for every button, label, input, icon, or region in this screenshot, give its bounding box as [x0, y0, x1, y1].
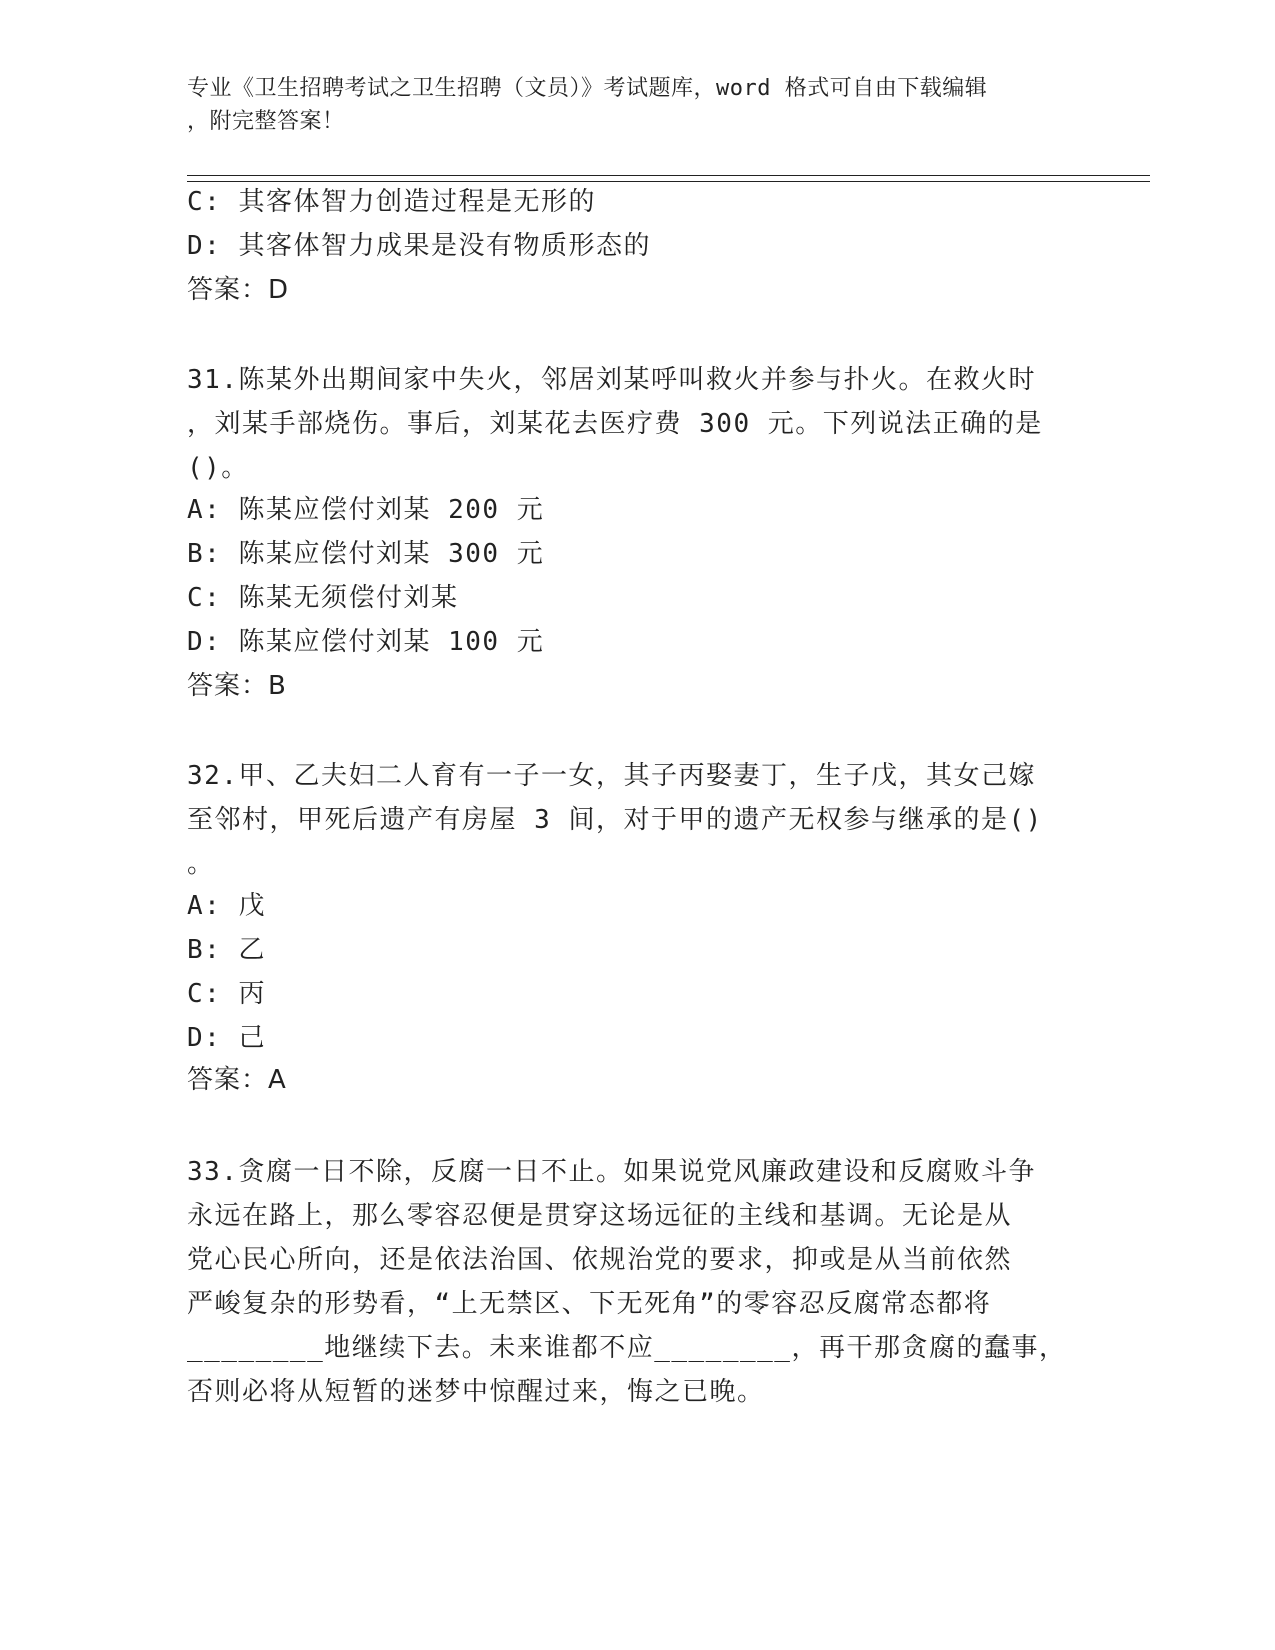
question-stem-line: 32.甲、乙夫妇二人育有一子一女，其子丙娶妻丁，生子戊，其女己嫁: [187, 761, 1036, 791]
answer-label: 答案：B: [187, 671, 287, 701]
header-line-2: ，附完整答案！: [187, 109, 345, 134]
page-header: [187, 72, 1087, 138]
question-stem-line: 。: [187, 849, 215, 879]
option-d: D: 其客体智力成果是没有物质形态的: [187, 231, 651, 261]
question-stem-line: 永远在路上，那么零容忍便是贯穿这场远征的主线和基调。无论是从: [187, 1201, 1013, 1231]
option-c: C: 其客体智力创造过程是无形的: [187, 187, 596, 217]
option-d: D: 陈某应偿付刘某 100 元: [187, 627, 545, 657]
option-c: C: 陈某无须偿付刘某: [187, 583, 459, 613]
header-divider-bottom: [187, 181, 1150, 182]
question-stem-line: ，刘某手部烧伤。事后，刘某花去医疗费 300 元。下列说法正确的是: [187, 409, 1043, 439]
option-a: A: 陈某应偿付刘某 200 元: [187, 495, 545, 525]
option-b: B: 乙: [187, 935, 266, 965]
answer-label: 答案：A: [187, 1065, 287, 1095]
question-stem-line: ()。: [187, 453, 249, 483]
option-d: D: 己: [187, 1023, 266, 1053]
question-stem-line: 33.贪腐一日不除，反腐一日不止。如果说党风廉政建设和反腐败斗争: [187, 1157, 1036, 1187]
question-stem-line: 党心民心所向，还是依法治国、依规治党的要求，抑或是从当前依然: [187, 1245, 1013, 1275]
option-c: C: 丙: [187, 979, 266, 1009]
question-stem-line: 严峻复杂的形势看，“上无禁区、下无死角”的零容忍反腐常态都将: [187, 1289, 992, 1319]
question-stem-line: 至邻村，甲死后遗产有房屋 3 间，对于甲的遗产无权参与继承的是(): [187, 805, 1043, 835]
question-stem-line: 否则必将从短暂的迷梦中惊醒过来，悔之已晚。: [187, 1377, 765, 1407]
question-stem-line: ________地继续下去。未来谁都不应________，再干那贪腐的蠢事，: [187, 1333, 1067, 1363]
option-a: A: 戊: [187, 891, 266, 921]
question-stem-line: 31.陈某外出期间家中失火，邻居刘某呼叫救火并参与扑火。在救火时: [187, 365, 1036, 395]
header-divider-top: [187, 175, 1150, 176]
header-line-1: 专业《卫生招聘考试之卫生招聘（文员）》考试题库，word 格式可自由下载编辑: [187, 76, 988, 101]
option-b: B: 陈某应偿付刘某 300 元: [187, 539, 545, 569]
answer-label: 答案：D: [187, 275, 290, 305]
